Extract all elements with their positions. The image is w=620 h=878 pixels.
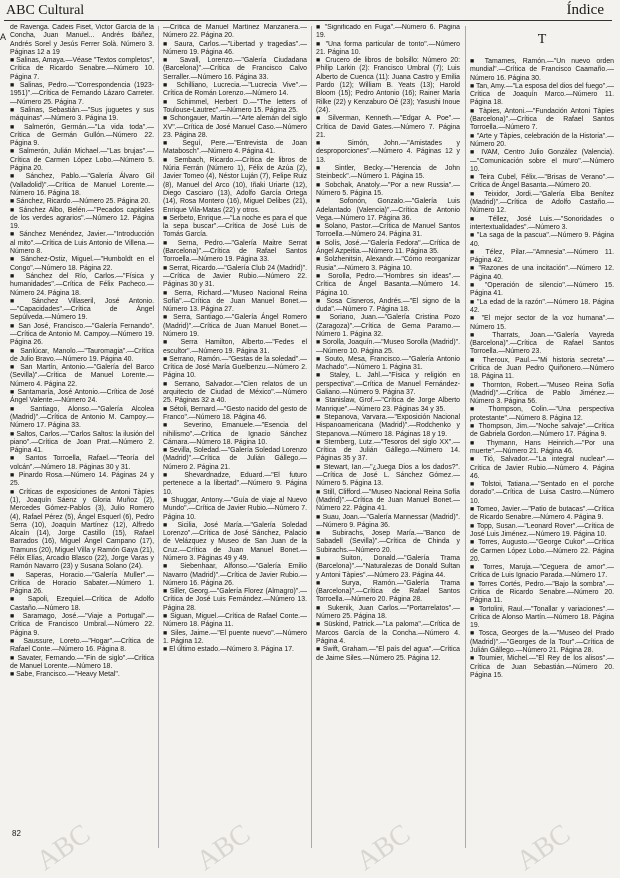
index-entry: ■ Torres, Augusto.—"George Cukor".—Crítica de Carmen López Lobo.—Número 22. Página 20. bbox=[470, 539, 614, 563]
index-entry: ■ Sosa Cisneros, Andrés.—"El signo de la duda".—Número 7. Página 18. bbox=[316, 297, 460, 314]
index-entry: ■ "La edad de la razón".—Número 18. Página 42. bbox=[470, 298, 614, 314]
page-header bbox=[0, 0, 620, 22]
index-entry: ■ Tan, Amy.—"La esposa del dios del fuego".—Crítica de Joaquín Marco.—Número 11. Página 18. bbox=[470, 82, 614, 107]
index-entry: ■ Sánchez, Ricardo.—Número 25. Página 20. bbox=[10, 198, 151, 206]
index-entry: ■ Santos Torroella, Rafael.—"Teoría del volcán".—Número 18. Páginas 30 y 31. bbox=[10, 455, 154, 471]
index-entry: ■ Santamaría, José Antonio.—Crítica de José Ángel Valente.—Número 24. bbox=[10, 389, 154, 405]
index-entry: ■ IVAM, Centro Julio González (Valencia).—"Comunicación sobre el muro".—Número 10. bbox=[470, 149, 614, 173]
index-column-2 bbox=[163, 24, 307, 844]
index-entry: ■ "Operación de silencio".—Número 15. Página 41. bbox=[470, 282, 614, 298]
index-entry: ■ Sánchez, Pablo.—"Galería Álvaro Gil (Valladolid)".—Crítica de Manuel Lorente.—Número 16. Página 18. bbox=[10, 173, 154, 197]
index-entry: ■ Staley, L. Jahl.—"Física y religión en perspectiva".—Crítica de Manuel Fernández-Galiano.—Número 9. Página 37. bbox=[316, 372, 460, 397]
index-entry: ■ Salinas, Sebastián.—"Sus juguetes y sus máquinas".—Número 3. Página 19. bbox=[10, 106, 154, 123]
index-entry: ■ Sobchak, Anatoly.—"Por a new Russia".—Número 5. Página 15. bbox=[316, 181, 460, 197]
index-column-4 bbox=[470, 24, 614, 844]
index-entry: ■ Santiago, Alonso.—"Galería Alcolea (Madrid)".—Crítica de Antonio M. Campoy.—Número 17. Página 33. bbox=[10, 405, 154, 430]
index-entry: ■ Tàpies, Antoni.—"Fundación Antoni Tàpies (Barcelona)".—Crítica de Rafael Santos Torroella.—Número 7. bbox=[470, 107, 614, 132]
index-entry: ■ Sánchez-Ostiz, Miguel.—"Humboldt en el Congo".—Número 18. Página 22. bbox=[10, 256, 154, 272]
index-entry: ■ Serrano, Ramón.—"Gestas de la soledad".—Crítica de José María Guelbenzu.—Número 2. Página 10. bbox=[163, 355, 307, 380]
index-entry: ■ Sabe, Francisco.—"Heavy Metal". bbox=[10, 671, 120, 679]
index-entry: ■ Solzhenitsin, Alexandr.—"Cómo reorganizar Rusia".—Número 3. Página 10. bbox=[316, 256, 460, 272]
index-entry: ■ Serrano, Salvador.—"Cien relatos de un arquitecto de Ciudad de México".—Número 25. Páginas 32 a 40. bbox=[163, 380, 307, 405]
index-entry: ■ Siguan, Miguel.—Crítica de Rafael Conte.—Número 18. Página 11. bbox=[163, 613, 307, 629]
index-entry: ■ Süskind, Patrick.—"La paloma".—Crítica de Marcos García de la Concha.—Número 4. Página 4. bbox=[316, 621, 460, 645]
index-column-1 bbox=[10, 24, 154, 844]
index-entry: ■ Críticas de exposiciones de Antoni Tàpies (1), Joaquín Sáenz y Gloria Muñoz (2), Mercedes Gómez-Pablos (3), Julio Romero (4), Rafael Pérez (5), Ángel Esquerl (6), Pedro Serra (10), Joaquín Martínez (12), Alfredo Alcaín (14), Jorge Castillo (15), Rafael Barrados (16), Miguel Ángel Campano (17), Tramuns (20), Miguel Villa y Ramón Gaya (21), Félix Elías, Arcadio Blasco (22), Jorge Varas y Ramón Navarro (23) y Susana Solano (24). bbox=[10, 488, 154, 571]
index-entry: ■ Stepanova, Varvara.—"Exposición Nacional Hispanoamericana (Madrid)".—Rodchenko y Stepanova.—Número 18. Páginas 18 y 19. bbox=[316, 413, 460, 438]
watermark: ABC bbox=[351, 818, 416, 877]
index-entry: ■ Sanlúcar, Manolo.—"Tauromagia".—Crítica de Julio Bravo.—Número 19. Página 40. bbox=[10, 347, 154, 363]
watermark: ABC bbox=[31, 818, 96, 877]
index-entry: ■ Sintler, Becky.—"Herencia de John Steinbeck".—Número 1. Página 15. bbox=[316, 165, 460, 181]
index-entry: ■ Sternberg, Lutz.—"Tesoros del siglo XX".—Crítica de Julián Gállego.—Número 14. Páginas 35 y 37. bbox=[316, 438, 460, 463]
index-entry: ■ El último estado.—Número 3. Página 17. bbox=[163, 646, 294, 654]
index-entry: ■ Severino, Emanuele.—"Esencia del nihilismo".—Crítica de Ignacio Sánchez Cámara.—Número 18. Página 10. bbox=[163, 422, 307, 446]
index-entry: ■ Thymann, Hans Heinrich.—"Por una muerte".—Número 21. Página 46. bbox=[470, 439, 614, 455]
index-entry: ■ Téllez, José Luis.—"Sonoridades o intertextualidades".—Número 3. bbox=[470, 215, 614, 231]
index-entry: ■ Stewart, Ian.—"¿Juega Dios a los dados?".—Crítica de José L. Sánchez Gómez.—Número 5. Página 13. bbox=[316, 463, 460, 488]
index-entry: ■ Salinas, Pedro.—"Correspondencia (1923-1951)".—Crítica de Fernando Lázaro Carreter.—Número 25. Página 7. bbox=[10, 82, 154, 106]
section-title: ABC Cultural bbox=[6, 3, 85, 18]
header-rule bbox=[4, 20, 612, 21]
index-entry: ■ Saperas, Horacio.—"Galería Muller".—Crítica de Horacio Sabater.—Número 1. Página 26. bbox=[10, 571, 154, 596]
watermark: ABC bbox=[511, 818, 576, 877]
index-entry: ■ Serrat, Ricardo.—"Galería Club 24 (Madrid)".—Crítica de Javier Rubio.—Número 22. Páginas 30 y 31. bbox=[163, 264, 307, 289]
index-entry: ■ Salmerón, Germán.—"La vida toda".—Crítica de Germán Gullón.—Número 22. Página 9. bbox=[10, 123, 154, 148]
index-entry: ■ Salinas, Amaya.—Véase "Textos completos", Crítica de Ricardo Senabre.—Número 10. Página 7. bbox=[10, 57, 154, 81]
index-entry: ■ Savall, Lorenzo.—"Galería Ciudadana (Barcelona)".—Crítica de Francisco Calvo Serraller.—Número 16. Página 33. bbox=[163, 57, 307, 81]
index-entry: ■ Sembach, Ricardo.—Crítica de libros de Núria Ferrán (Número 1), Félix de Azúa (2), Javier Tomeo (4), Néstor Luján (7), Felipe Ruiz (8), Manuel del Arco (10), Iñaki Uriarte (12), Diego Casciaro (13), Adolfo García Ortega (14), Rosa Montero (16), Miguel Delibes (21), Enrique Vila-Matas (22) y otros. bbox=[163, 156, 307, 214]
index-entry: ■ Simón, John.—"Amistades y desproporciones".—Número 4. Páginas 12 y 13. bbox=[316, 140, 460, 164]
index-entry: ■ Silverman, Kenneth.—"Edgar A. Poe".—Crítica de David Gates.—Número 7. Página 21. bbox=[316, 115, 460, 139]
column-divider bbox=[311, 26, 312, 848]
index-entry: ■ San José, Francisco.—"Galería Fernando".—Crítica de Antonio M. Campoy.—Número 19. Página 26. bbox=[10, 322, 154, 347]
index-entry: ■ Thompson, Colin.—"Una perspectiva protestante".—Número 8. Página 12. bbox=[470, 406, 614, 422]
index-entry: ■ Tamames, Ramón.—"Un nuevo orden mundial".—Crítica de Francisco Caamaño.—Número 16. Página 30. bbox=[470, 58, 614, 82]
index-entry: ■ Tolstoi, Tatiana.—"Sentado en el porche dorado".—Crítica de Luisa Castro.—Número 10. bbox=[470, 481, 614, 505]
index-entry: ■ Siller, Georg.—"Galería Florez (Almagro)".—Crítica de José Luis Fernández.—Número 13. Página 28. bbox=[163, 588, 307, 612]
index-entry: ■ Sánchez Villaseril, José Antonio.—"Capacidades".—Crítica de Ángel Sepúlveda.—Número 19. bbox=[10, 297, 154, 322]
index-entry: ■ Serra Hamilton, Alberto.—"Fedes el escultor".—Número 19. Página 31. bbox=[163, 339, 307, 355]
index-entry: ■ San Martín, Antonio.—"Galería del Barco (Sevilla)".—Crítica de Manuel Lorente.—Número 4. Página 22. bbox=[10, 364, 154, 388]
index-entry: ■ Sétoli, Bernard.—"Gesto nacido del gesto de Franco".—Número 18. Página 46. bbox=[163, 405, 307, 421]
index-entry: ■ Pinardo Rosa.—Número 14. Páginas 24 y 25. bbox=[10, 472, 154, 488]
index-entry: ■ Schilliano, Lucrecia.—"Lucrecia Vive".—Crítica de Román Lorenzo.—Número 14. bbox=[163, 82, 307, 98]
column-divider bbox=[158, 26, 159, 848]
index-entry: ■ Sorolla, Pedro.—"Hombres sin ideas".—Crítica de Ángel Basanta.—Número 14. Página 10. bbox=[316, 272, 460, 297]
index-entry: ■ Siles, Jaime.—"El puente nuevo".—Número 1. Página 12. bbox=[163, 629, 307, 645]
index-entry: ■ Schongauer, Martin.—"Arte alemán del siglo XV".—Crítica de José Manuel Caso.—Número 23. Página 28. bbox=[163, 115, 307, 139]
index-entry: ■ Sánchez Menéndez, Javier.—"Introducción al mito".—Crítica de Luis Antonio de Villena.—Número 8. bbox=[10, 231, 154, 256]
index-entry: ■ Torres Cortés, Pedro.—"Bajo la sombra".—Crítica de Ricardo Senabre.—Número 20. Página 11. bbox=[470, 580, 614, 605]
index-entry: ■ "Razones de una incitación".—Número 12. Página 40. bbox=[470, 265, 614, 281]
index-entry: ■ Sapoli, Ezequiel.—Crítica de Adolfo Castaño.—Número 18. bbox=[10, 596, 154, 612]
index-title: Índice bbox=[566, 2, 604, 18]
index-entry: ■ Savater, Fernando.—"Fin de siglo".—Crítica de Manuel Lorente.—Número 18. bbox=[10, 654, 154, 670]
index-entry: ■ Subirachs, Josep María.—"Banco de Sabadell (Sevilla)".—Crítica de Chinda y Subirachs.—Número 20. bbox=[316, 530, 460, 554]
index-entry: ■ Sofonón, Gonzalo.—"Galería Luis Adelantado (Valencia)".—Crítica de Antonio Vega.—Número 17. Página 36. bbox=[316, 198, 460, 222]
margin-letter: A bbox=[0, 32, 7, 42]
watermark: ABC bbox=[191, 818, 256, 877]
index-entry: ■ Teira Cubel, Félix.—"Brisas de Verano".—Crítica de Ángel Basanta.—Número 20. bbox=[470, 174, 614, 190]
index-entry: ■ Torres, Maruja.—"Ceguera de amor".—Crítica de Luis Ignacio Parada.—Número 17. bbox=[470, 564, 614, 580]
index-entry: ■ "El mejor sector de la voz humana".—Número 15. bbox=[470, 315, 614, 331]
index-entry: ■ Saltos, Carlos.—"Carlos Saltos: la ilusión del piano".—Crítica de Joan Prat.—Número 2. Página 41. bbox=[10, 430, 154, 455]
index-entry: ■ Soriano, Juan.—"Galería Cristina Pozo (Zaragoza)".—Crítica de Gema Paramo.—Número 1. Página 32. bbox=[316, 314, 460, 338]
index-entry: ■ Seguí, Pere.—"Entrevista de Joan Matabosch".—Número 4. Página 41. bbox=[163, 140, 307, 156]
index-entry: ■ Sánchez del Río, Carlos.—"Física y humanidades".—Crítica de Félix Pacheco.—Número 24. Página 18. bbox=[10, 272, 154, 297]
index-entry: ■ Crucero de libros de bolsillo: Número 20: Philip Larkin (2): Francisco Umbral (7); Luis Alberto de Cuenca (11): Juana Castro y Emilia Pardo (12); William B. Yeats (13); Harold Bloom (15); Pedro Antonio (16); Rainer María Rilke (22) y Kenzaburo Oé (23); Yasushi Inoue (24). bbox=[316, 57, 460, 114]
index-entry: ■ Theroux, Paul.—"Mi historia secreta".—Crítica de Juan Pedro Quiñonero.—Número 18. Página 11. bbox=[470, 356, 614, 381]
index-entry: ■ Siebenhaar, Alfonso.—"Galería Emilio Navarro (Madrid)".—Crítica de Javier Rubio.—Número 16. Página 26. bbox=[163, 563, 307, 587]
index-entry: ■ Shevardnadze, Eduard.—"El futuro pertenece a la libertad".—Número 9. Página 10. bbox=[163, 472, 307, 496]
index-entry: ■ Surya, Ramón.—"Galería Trama (Barcelona)".—Crítica de Rafael Santos Torroella.—Número 20. Página 28. bbox=[316, 579, 460, 604]
index-entry: ■ Tharrats, Joan.—"Galería Vayreda (Barcelona)".—Crítica de Rafael Santos Torroella.—Número 23. bbox=[470, 331, 614, 356]
index-entry: ■ "Una forma particular de tonto".—Número 21. Página 10. bbox=[316, 40, 460, 56]
index-column-3 bbox=[316, 24, 460, 844]
index-entry: ■ Thornton, Robert.—"Museo Reina Sofía (Madrid)".—Crítica de Pablo Jiménez.—Número 3. Página 56. bbox=[470, 381, 614, 406]
index-entry: ■ Salmerón, Julián Michael.—"Las brujas".—Crítica de Carmen López Lobo.—Número 5. Página 20. bbox=[10, 148, 154, 173]
index-entry: ■ Sánchez Albo, Belén.—"Pecados capitales de los verdes agrarios".—Número 12. Página 19. bbox=[10, 206, 154, 231]
index-entry: ■ Suiton, Donald.—"Galería Trama (Barcelona)".—"Naturalezas de Donald Sultan y Antoni Tàpies".—Número 23. Página 44. bbox=[316, 555, 460, 579]
index-entry: ■ Sukenik, Juan Carlos.—"Portarrelatos".—Número 25. Página 18. bbox=[316, 604, 460, 621]
index-entry: ■ Saussure, Loreto.—"Hogar".—Crítica de Rafael Conte.—Número 16. Página 8. bbox=[10, 637, 154, 654]
index-entry: ■ Saura, Carlos.—"Libertad y tragedias".—Número 19. Página 46. bbox=[163, 40, 307, 56]
index-entry: ■ Sicilia, José María.—"Galería Soledad Lorenzo".—Crítica de José Sánchez, Palacio de Velázquez y Museo de San Juan de la Cruz.—Crítica de Juan Manuel Bonet.—Número 3. Páginas 49 y 49. bbox=[163, 521, 307, 562]
index-entry: ■ Thompson, Jim.—"Noche salvaje".—Crítica de Gabriela Gordon.—Número 17. Página 9. bbox=[470, 423, 614, 439]
index-entry: ■ Toumier, Michel.—"El Rey de los alisos".—Crítica de Juan Sebastián.—Número 20. Página 15. bbox=[470, 655, 614, 679]
index-entry: ■ Tosca, Georges de la.—"Museo del Prado (Madrid)".—"Georges de la Tour".—Crítica de Julián Gállego.—Número 21. Página 28. bbox=[470, 630, 614, 655]
index-entry: ■ "Significado en Fuga".—Número 6. Página 19. bbox=[316, 24, 460, 40]
index-entry: ■ Serbeto, Enrique.—"La noche es para el que la sepa buscar".—Crítica de José Luis de Tomás García. bbox=[163, 214, 307, 239]
index-entry: ■ Suau, Joan.—"Galería Mannessar (Madrid)".—Número 9. Página 36. bbox=[316, 513, 460, 529]
page-number: 82 bbox=[12, 829, 21, 838]
index-entry: ■ Tió, Salvador.—"La integral nuclear".—Crítica de Javier Rubio.—Número 4. Página 46. bbox=[470, 456, 614, 480]
index-entry: ■ Télez, Pilar.—"Amnesia".—Número 11. Página 42. bbox=[470, 248, 614, 265]
index-entry: ■ Topp, Susan.—"Leonard Rover".—Crítica de José Luis Jiménez.—Número 19. Página 10. bbox=[470, 522, 614, 538]
index-entry: ■ Sorolla, Joaquín.—"Museo Sorolla (Madrid)".—Número 10. Página 25. bbox=[316, 339, 460, 355]
index-entry: ■ Shuggar, Antony.—"Guía de viaje al Nuevo Mundo".—Crítica de Javier Rubio.—Número 7. Página 10. bbox=[163, 496, 307, 521]
index-entry: ■ Tortolini, Raul.—"Tonallar y variaciones".—Crítica de Alonso Martín.—Número 18. Página 19. bbox=[470, 605, 614, 630]
index-entry: ■ "Arte y Tàpies, celebración de la Historia".—Número 20. bbox=[470, 132, 614, 148]
index-entry: ■ Serna, Pedro.—"Galería Maitre Serrat (Barcelona)".—Crítica de Rafael Santos Torroella.—Número 19. Página 33. bbox=[163, 239, 307, 264]
index-entry: ■ Swift, Graham.—"El país del agua".—Crítica de Jaime Siles.—Número 25. Página 12. bbox=[316, 646, 460, 662]
index-entry: ■ Souto, Mesa, Francisco.—"Galería Antonio Machado".—Número 1. Página 31. bbox=[316, 355, 460, 372]
index-entry: ■ Saramago, José.—"Viaje a Portugal".—Crítica de Francisco Umbral.—Número 22. Página 9. bbox=[10, 613, 154, 637]
index-entry: de Ravenga. Cadeis Fiset, Victor García de la Concha, Juan Manuel... Andrés Ibáñez, Andrés Sorel y Jesús Ferrer Solà. Número 3. Páginas 12 a 19 bbox=[10, 24, 154, 56]
index-entry: ■ Serra, Santiago.—"Galería Ángel Romero (Madrid)".—Crítica de Juan Manuel Bonet.—Número 19. bbox=[163, 314, 307, 338]
index-entry: ■ Tomeo, Javier.—"Patio de butacas".—Crítica de Ricardo Senabre.—Número 4. Página 9. bbox=[470, 506, 614, 522]
letter-heading-t: T bbox=[537, 32, 547, 47]
column-divider bbox=[465, 26, 466, 848]
index-entry: ■ Solano, Pastor.—Crítica de Manuel Santos Torroella.—Número 24. Página 31. bbox=[316, 223, 460, 239]
index-entry: ■ Sevilla, Soledad.—"Galería Soledad Lorenzo (Madrid)".—Crítica de Julián Gállego.—Número 2. Página 21. bbox=[163, 447, 307, 471]
index-entry: ■ Still, Clifford.—"Museo Nacional Reina Sofía (Madrid)".—Crítica de Juan Manuel Bonet.—Número 22. Página 41. bbox=[316, 488, 460, 513]
index-entry: ■ "La saga de la pascua".—Número 9. Página 40. bbox=[470, 232, 614, 248]
index-entry: ■ Teixidor, Jordi.—"Galería Elba Benítez (Madrid)".—Crítica de Adolfo Castaño.—Número 12. bbox=[470, 190, 614, 215]
index-entry: ■ Solís, José.—"Galería Fedora".—Crítica de Ángel Azpeitia.—Número 11. Página 35. bbox=[316, 239, 460, 256]
index-entry: —Crítica de Manuel Martínez Manzanera.—Número 22. Página 20. bbox=[163, 24, 307, 40]
index-entry: ■ Schimmel, Herbert D.—"The letters of Toulouse-Lautrec".—Número 15. Página 25. bbox=[163, 98, 307, 114]
index-entry: ■ Serra, Richard.—"Museo Nacional Reina Sofía".—Crítica de Juan Manuel Bonet.—Número 13. Página 27. bbox=[163, 289, 307, 314]
index-entry: ■ Stanislaw, Grof.—"Crítica de Jorge Alberto Manrique".—Número 23. Páginas 34 y 35. bbox=[316, 397, 460, 413]
